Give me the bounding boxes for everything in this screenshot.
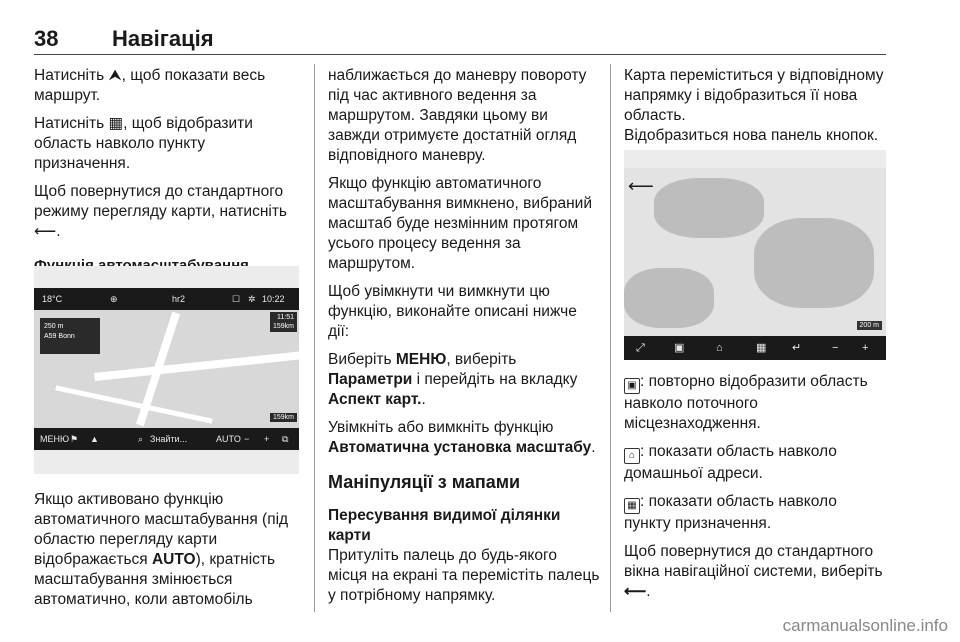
destination-icon: ▦ — [624, 498, 640, 514]
column-3-bottom — [624, 372, 886, 610]
text: : повторно відобразити область навколо поточного місцезнаходження. — [624, 373, 868, 432]
paragraph — [328, 350, 600, 410]
paragraph: Притуліть палець до будь-якого місця на екрані та перемістіть палець у потрібному напрямку. — [328, 547, 600, 604]
paragraph — [328, 418, 600, 458]
car-icon[interactable]: ▣ — [674, 342, 685, 354]
map-area — [654, 178, 764, 238]
paragraph — [624, 492, 886, 534]
remaining-distance: 159km — [270, 413, 297, 422]
column-1-bottom — [34, 490, 304, 618]
paragraph — [624, 372, 886, 434]
destination-icon[interactable]: ▦ — [756, 342, 767, 354]
text-bold: Аспект карт. — [328, 391, 422, 408]
column-1 — [34, 66, 304, 298]
temperature: 18°C — [42, 294, 63, 304]
text: . — [421, 391, 426, 408]
road — [94, 351, 299, 381]
text-bold: Параметри — [328, 371, 413, 388]
clock-time: 10:22 — [262, 294, 285, 304]
text: , виберіть — [446, 351, 517, 368]
text-bold: AUTO — [151, 551, 196, 568]
text: Виберіть — [328, 351, 396, 368]
map-area — [624, 268, 714, 328]
status-bar — [34, 288, 299, 310]
nav-screenshot-autozoom — [34, 266, 299, 474]
paragraph — [34, 490, 304, 610]
subsection-heading: Пересування видимої ділянки карти — [328, 507, 561, 544]
road — [55, 385, 213, 423]
paragraph: Натисніть ▦, щоб відобразити область навколо пункту призначення. — [34, 115, 253, 172]
zoom-in-button[interactable]: + — [264, 434, 270, 444]
text: і перейдіть на вкладку — [412, 371, 578, 388]
navigation-arrow-icon[interactable]: ▲ — [90, 434, 99, 444]
paragraph: Натисніть ⮝, щоб показати весь маршрут. — [34, 67, 266, 104]
nav-screenshot-map-move — [624, 150, 886, 360]
flag-icon[interactable]: ⚑ — [70, 434, 79, 444]
paragraph: Щоб повернутися до стандартного режиму перегляду карти, натисніть ⟵. — [34, 183, 288, 240]
column-3 — [624, 66, 886, 154]
home-icon: ⌂ — [624, 448, 640, 464]
section-heading: Маніпуляції з мапами — [328, 472, 521, 492]
maneuver-distance: 250 m — [44, 323, 64, 330]
text: Увімкніть або вимкніть функцію — [328, 419, 554, 436]
paragraph: Карта переміститься у відповідному напрямку і відобразиться її нова область. — [624, 67, 884, 124]
route-overview-icon[interactable]: ⤢ — [636, 342, 645, 354]
search-field[interactable]: Знайти... — [150, 434, 188, 444]
car-icon: ▣ — [624, 378, 640, 394]
eta-time: 11:51 — [277, 314, 294, 321]
bottom-toolbar — [34, 428, 299, 450]
phone-icon: ☐ — [232, 294, 241, 304]
watermark: carmanualsonline.info — [782, 616, 948, 635]
text-bold: МЕНЮ — [395, 351, 447, 368]
text: : показати область навколо домашньої адреси. — [624, 443, 837, 482]
text-bold: Автоматична установка масштабу — [328, 439, 592, 456]
zoom-in-button[interactable]: + — [862, 342, 869, 354]
column-divider — [314, 64, 315, 612]
zoom-out-button[interactable]: − — [244, 434, 250, 444]
text: : показати область навколо пункту призначення. — [624, 493, 837, 532]
column-2 — [328, 66, 600, 614]
menu-button[interactable]: МЕНЮ — [40, 434, 70, 444]
text: ), кратність масштабування змінюється автоматично, коли автомобіль — [34, 551, 276, 608]
maneuver-panel — [40, 318, 100, 354]
eta-box — [270, 312, 297, 332]
column-divider — [610, 64, 611, 612]
map-area — [754, 218, 874, 308]
text: Якщо активовано функцію автоматичного масштабування (під областю перегляду карти відображається — [34, 491, 289, 568]
map-view[interactable] — [34, 310, 299, 428]
zoom-out-button[interactable]: − — [832, 342, 839, 354]
maneuver-road: A59 Bonn — [44, 333, 75, 340]
map-view-icon[interactable]: ⧉ — [282, 434, 289, 444]
eta-distance: 159km — [272, 323, 294, 330]
map-view[interactable] — [624, 168, 886, 336]
paragraph: Якщо функцію автоматичного масштабування вимкнено, вибраний масштаб буде незмінним протягом усього процесу ведення за маршрутом. — [328, 175, 592, 272]
paragraph: Щоб увімкнути чи вимкнути цю функцію, виконайте описані нижче дії: — [328, 283, 577, 340]
map-scale: 200 m — [857, 321, 882, 330]
page-header — [34, 24, 886, 55]
radio-station: hr2 — [172, 294, 186, 304]
globe-icon: ⊕ — [110, 294, 118, 304]
paragraph — [624, 442, 886, 484]
return-icon[interactable]: ↵ — [792, 342, 802, 354]
text: . — [646, 583, 651, 600]
gear-icon: ✲ — [248, 294, 256, 304]
paragraph — [624, 542, 886, 602]
map-button-bar — [624, 336, 886, 360]
back-arrow-icon: ⟵ — [624, 583, 647, 600]
back-arrow-icon[interactable]: ⟵ — [628, 176, 654, 196]
page-number: 38 — [34, 26, 59, 51]
paragraph: наближається до маневру повороту під час активного ведення за маршрутом. Завдяки цьому ви завжди отримуєте достатній огляд відповідного маневру. — [328, 67, 587, 164]
home-icon[interactable]: ⌂ — [716, 342, 723, 354]
text: Щоб повернутися до стандартного вікна навігаційної системи, виберіть — [624, 543, 883, 580]
paragraph: Відобразиться нова панель кнопок. — [624, 127, 879, 144]
page-title: Навігація — [112, 26, 214, 51]
auto-zoom-label[interactable]: AUTO — [216, 434, 241, 444]
search-icon: ⌕ — [138, 434, 144, 444]
text: . — [591, 439, 596, 456]
